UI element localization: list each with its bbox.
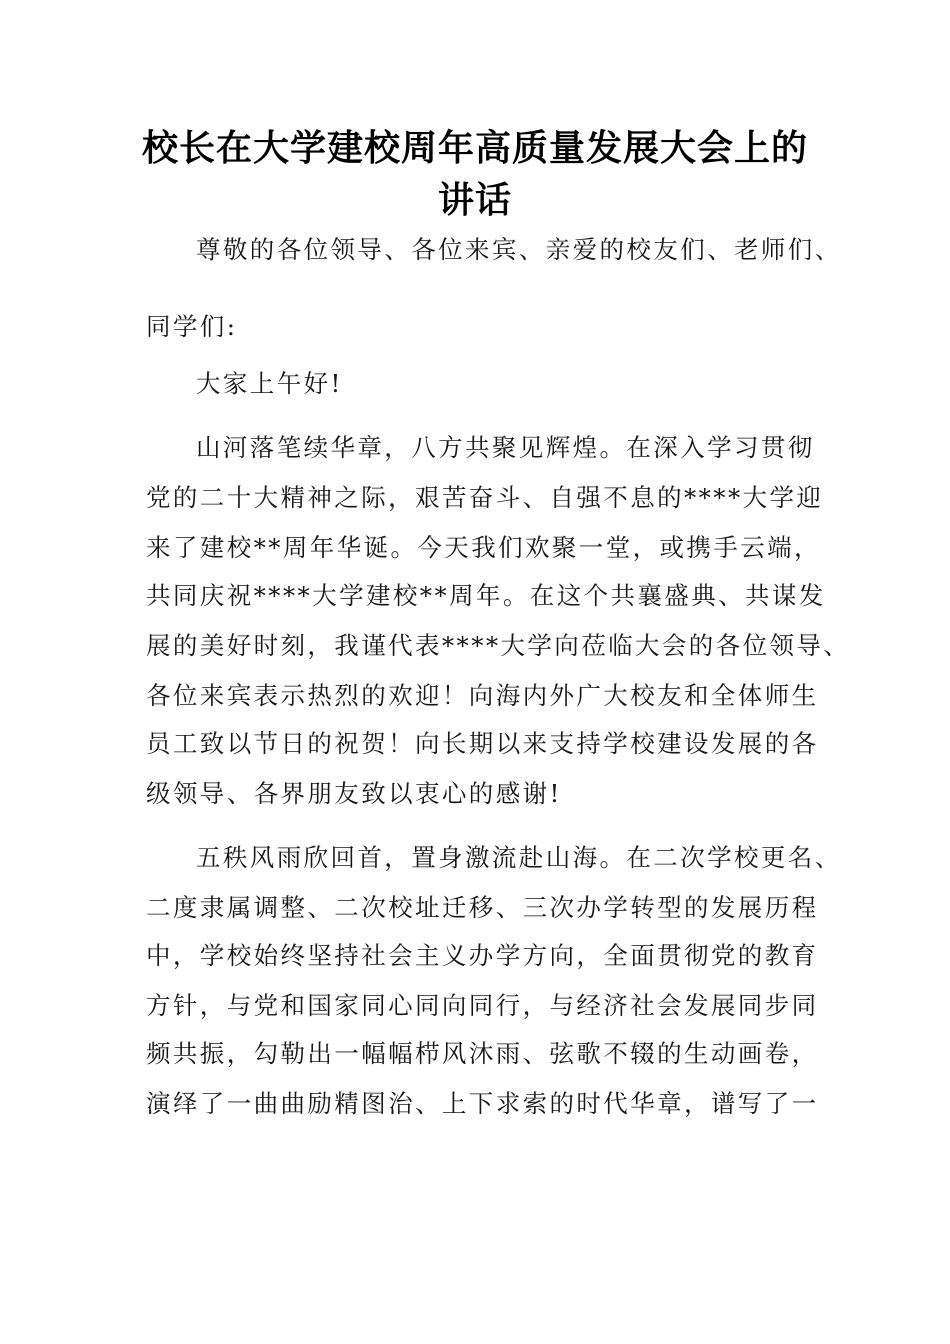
text-line: 山河落笔续华章，八方共聚见辉煌。在深入学习贯彻 (196, 433, 815, 462)
text-line: 员工致以节日的祝贺！向长期以来支持学校建设发展的各 (146, 729, 819, 758)
text-line: 党的二十大精神之际，艰苦奋斗、自强不息的****大学迎 (146, 483, 824, 512)
document-title-line-2: 讲话 (437, 179, 512, 221)
text-line: 大家上午好! (196, 369, 343, 398)
text-line: 方针，与党和国家同心同向同行，与经济社会发展同步同 (146, 991, 819, 1020)
text-line: 频共振，勾勒出一幅幅栉风沐雨、弦歌不辍的生动画卷， (146, 1039, 819, 1068)
text-line: 级领导、各界朋友致以衷心的感谢! (146, 779, 562, 808)
text-line: 二度隶属调整、二次校址迁移、三次办学转型的发展历程 (146, 893, 819, 922)
text-line: 共同庆祝****大学建校**周年。在这个共襄盛典、共谋发 (146, 581, 826, 610)
text-line: 演绎了一曲曲励精图治、上下求索的时代华章，谱写了一 (146, 1089, 819, 1118)
document-title-line-1: 校长在大学建校周年高质量发展大会上的 (141, 127, 808, 169)
text-line: 同学们: (146, 312, 238, 341)
text-line: 中，学校始终坚持社会主义办学方向，全面贯彻党的教育 (146, 941, 819, 970)
text-line: 来了建校**周年华诞。今天我们欢聚一堂，或携手云端， (146, 533, 821, 562)
text-line: 各位来宾表示热烈的欢迎！向海内外广大校友和全体师生 (146, 681, 819, 710)
text-line: 五秩风雨欣回首，置身激流赴山海。在二次学校更名、 (196, 843, 842, 872)
text-line: 展的美好时刻，我谨代表****大学向莅临大会的各位领导、 (146, 631, 851, 660)
text-line: 尊敬的各位领导、各位来宾、亲爱的校友们、老师们、 (196, 235, 842, 264)
